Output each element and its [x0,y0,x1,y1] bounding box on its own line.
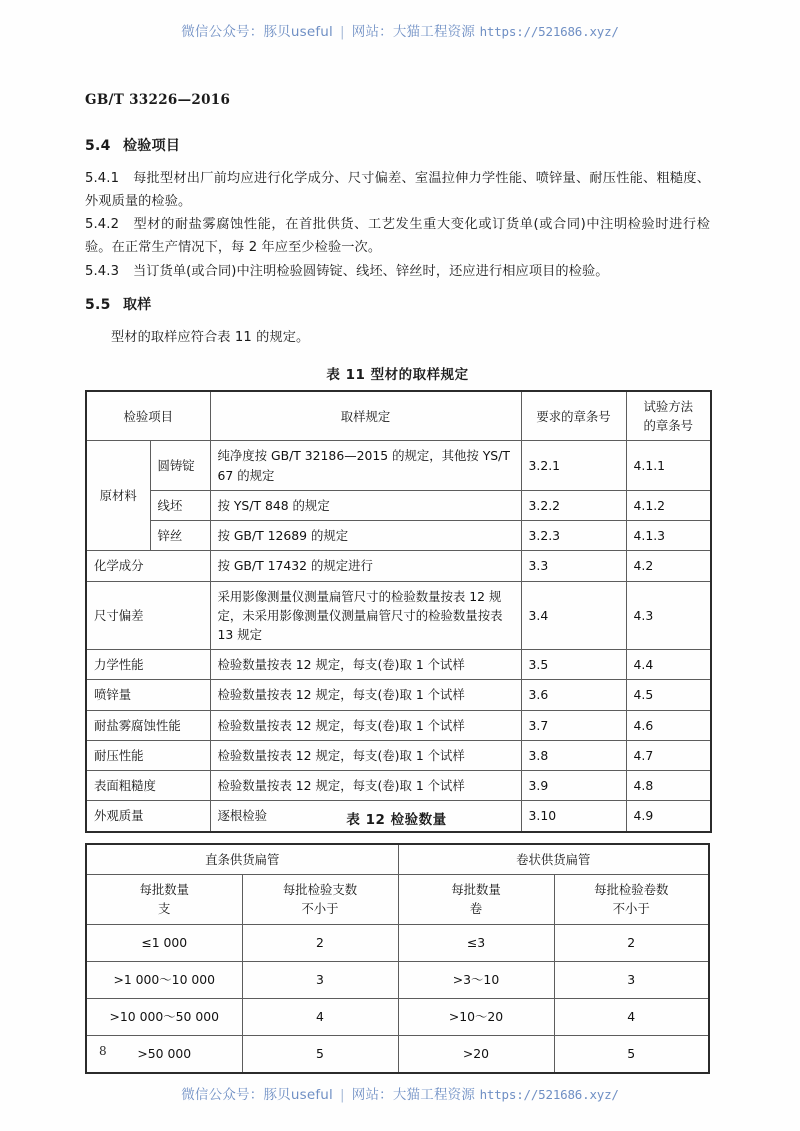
td-test-clause: 4.9 [626,801,711,832]
document-body [85,135,710,349]
td-inspected-pieces: 4 [242,998,398,1035]
th-test-method-clause-line1: 试验方法 [643,399,694,414]
clause-text-5-4-1: 每批型材出厂前均应进行化学成分、尺寸偏差、室温拉伸力学性能、喷锌量、耐压性能、粗糙度、外观质量的检验。 [85,171,710,209]
td-test-clause: 4.6 [626,710,711,740]
td-test-clause: 4.1.1 [626,441,711,490]
clause-number-5-4: 5.4 [85,138,111,154]
td-item: 尺寸偏差 [86,581,210,650]
table-row [86,961,709,998]
td-req-clause: 3.5 [521,650,626,680]
page-number: 8 [99,1044,107,1058]
td-batch-quantity-coils: >20 [398,1035,554,1073]
td-req-clause: 3.8 [521,740,626,770]
td-rule: 按 YS/T 848 的规定 [210,490,521,520]
td-item: 化学成分 [86,551,210,581]
table-row [86,551,711,581]
td-test-clause: 4.5 [626,680,711,710]
td-inspected-pieces: 2 [242,924,398,961]
td-req-clause: 3.3 [521,551,626,581]
td-inspected-coils: 3 [554,961,709,998]
watermark-wechat-label: 微信公众号： [181,1087,264,1103]
td-test-clause: 4.8 [626,771,711,801]
td-batch-quantity-pieces: >10 000～50 000 [86,998,242,1035]
th-inspected-pieces [242,875,398,924]
td-batch-quantity-coils: >3～10 [398,961,554,998]
table-row [86,771,711,801]
spacer [85,285,710,294]
watermark-bottom [0,1083,800,1103]
clause-text-5-4-2: 型材的耐盐雾腐蚀性能，在首批供货、工艺发生重大变化或订货单(或合同)中注明检验时进行检验。在正常生产情况下，每 2 年应至少检验一次。 [85,217,710,256]
td-batch-quantity-coils: >10～20 [398,998,554,1035]
th-batch-quantity-pieces-line1: 每批数量 [139,882,190,898]
clause-paragraph-5-4-1 [85,168,710,213]
table-row [86,441,711,490]
td-rule: 检验数量按表 12 规定，每支(卷)取 1 个试样 [210,650,521,680]
td-rule: 检验数量按表 12 规定，每支(卷)取 1 个试样 [210,710,521,740]
table-row [86,1035,709,1073]
th-inspected-coils-line2: 不小于 [612,901,650,917]
clause-number-5-4-1: 5.4.1 [85,171,120,186]
th-batch-quantity-coils [398,875,554,924]
watermark-wechat-value: 豚贝useful [263,24,333,40]
table-row [86,740,711,770]
th-inspection-item: 检验项目 [86,391,210,441]
td-item: 耐压性能 [86,740,210,770]
td-test-clause: 4.2 [626,551,711,581]
td-batch-quantity-pieces: >50 000 [86,1035,242,1073]
th-requirement-clause: 要求的章条号 [521,391,626,441]
table-header-row [86,391,711,441]
th-test-method-clause [626,391,711,441]
th-inspected-pieces-line1: 每批检验支数 [282,882,358,898]
td-test-clause: 4.3 [626,581,711,650]
th-batch-quantity-pieces-line2: 支 [158,901,171,917]
td-sub-item: 锌丝 [150,521,210,551]
table-subheader-row [86,875,709,924]
table-row [86,521,711,551]
table-row [86,710,711,740]
td-batch-quantity-coils: ≤3 [398,924,554,961]
clause-number-5-5: 5.5 [85,296,111,313]
td-group-raw-material: 原材料 [86,441,150,551]
td-req-clause: 3.9 [521,771,626,801]
td-sub-item: 线坯 [150,490,210,520]
clause-title-5-5: 取样 [123,296,152,313]
table-row [86,490,711,520]
td-rule: 检验数量按表 12 规定，每支(卷)取 1 个试样 [210,740,521,770]
td-req-clause: 3.10 [521,801,626,832]
watermark-site-value: 大猫工程资源 [392,1087,476,1103]
td-req-clause: 3.4 [521,581,626,650]
td-rule: 纯净度按 GB/T 32186—2015 的规定，其他按 YS/T 67 的规定 [210,441,521,490]
watermark-site-value: 大猫工程资源 [392,24,476,40]
td-batch-quantity-pieces: ≤1 000 [86,924,242,961]
td-item: 表面粗糙度 [86,771,210,801]
table-11-caption: 表 11 型材的取样规定 [326,367,469,383]
watermark-site-label: 网站： [351,1087,393,1103]
td-test-clause: 4.1.2 [626,490,711,520]
watermark-wechat-label: 微信公众号： [181,24,264,40]
table-12-caption: 表 12 检验数量 [346,812,447,828]
td-inspected-coils: 2 [554,924,709,961]
clause-paragraph-5-4-3 [85,261,710,284]
th-batch-quantity-coils-line2: 卷 [469,901,483,917]
table-group-header-row [86,844,709,875]
td-inspected-pieces: 3 [242,961,398,998]
td-batch-quantity-pieces: >1 000～10 000 [86,961,242,998]
td-sub-item: 圆铸锭 [150,441,210,490]
clause-title-5-4: 检验项目 [123,138,181,154]
td-test-clause: 4.4 [626,650,711,680]
td-rule: 按 GB/T 12689 的规定 [210,521,521,551]
th-test-method-clause-line2: 的章条号 [643,418,694,434]
td-req-clause: 3.6 [521,680,626,710]
td-req-clause: 3.2.1 [521,441,626,490]
td-rule: 检验数量按表 12 规定，每支(卷)取 1 个试样 [210,680,521,710]
td-rule: 采用影像测量仪测量扁管尺寸的检验数量按表 12 规定，未采用影像测量仪测量扁管尺寸的检验数量按表 13 规定 [210,581,521,650]
td-inspected-pieces: 5 [242,1035,398,1073]
watermark-site-label: 网站： [351,24,393,40]
td-rule: 逐根检验 [210,801,521,832]
clause-heading-5-5 [85,294,710,314]
table-row [86,581,711,650]
th-batch-quantity-pieces [86,875,242,924]
td-test-clause: 4.1.3 [626,521,711,551]
table-inspection-quantity [85,843,710,1074]
td-rule: 按 GB/T 17432 的规定进行 [210,551,521,581]
clause-paragraph-5-5: 型材的取样应符合表 11 的规定。 [111,329,310,345]
watermark-top [0,20,800,40]
table-row [86,998,709,1035]
watermark-separator: | [340,1087,345,1103]
td-req-clause: 3.2.3 [521,521,626,551]
th-straight-supply-flat-tube: 直条供货扁管 [86,844,398,875]
clause-number-5-4-2: 5.4.2 [85,217,120,233]
th-coiled-supply-flat-tube: 卷状供货扁管 [398,844,709,875]
table-row [86,680,711,710]
td-inspected-coils: 5 [554,1035,709,1073]
td-inspected-coils: 4 [554,998,709,1035]
clause-paragraph-5-4-2 [85,214,710,259]
td-item: 喷锌量 [86,680,210,710]
table-row [86,650,711,680]
td-rule: 检验数量按表 12 规定，每支(卷)取 1 个试样 [210,771,521,801]
clause-heading-5-4 [85,135,710,155]
watermark-url: https://521686.xyz/ [479,24,619,39]
td-req-clause: 3.7 [521,710,626,740]
table-11-container [85,390,710,833]
th-inspected-coils-line1: 每批检验卷数 [594,882,669,898]
th-sampling-rule: 取样规定 [210,391,521,441]
th-inspected-pieces-line2: 不小于 [301,901,339,917]
watermark-url: https://521686.xyz/ [479,1087,619,1102]
watermark-wechat-value: 豚贝useful [263,1087,333,1103]
td-req-clause: 3.2.2 [521,490,626,520]
clause-number-5-4-3: 5.4.3 [85,263,120,279]
table-sampling-rules [85,390,712,833]
table-12-container [85,843,708,1074]
td-item: 力学性能 [86,650,210,680]
watermark-separator: | [340,24,345,40]
td-item: 耐盐雾腐蚀性能 [86,710,210,740]
td-test-clause: 4.7 [626,740,711,770]
clause-text-5-4-3: 当订货单(或合同)中注明检验圆铸锭、线坯、锌丝时，还应进行相应项目的检验。 [133,263,609,279]
th-inspected-coils [554,875,709,924]
th-batch-quantity-coils-line1: 每批数量 [451,882,501,898]
standard-code-header: GB/T 33226—2016 [85,92,231,108]
td-item: 外观质量 [86,801,210,832]
table-row [86,924,709,961]
